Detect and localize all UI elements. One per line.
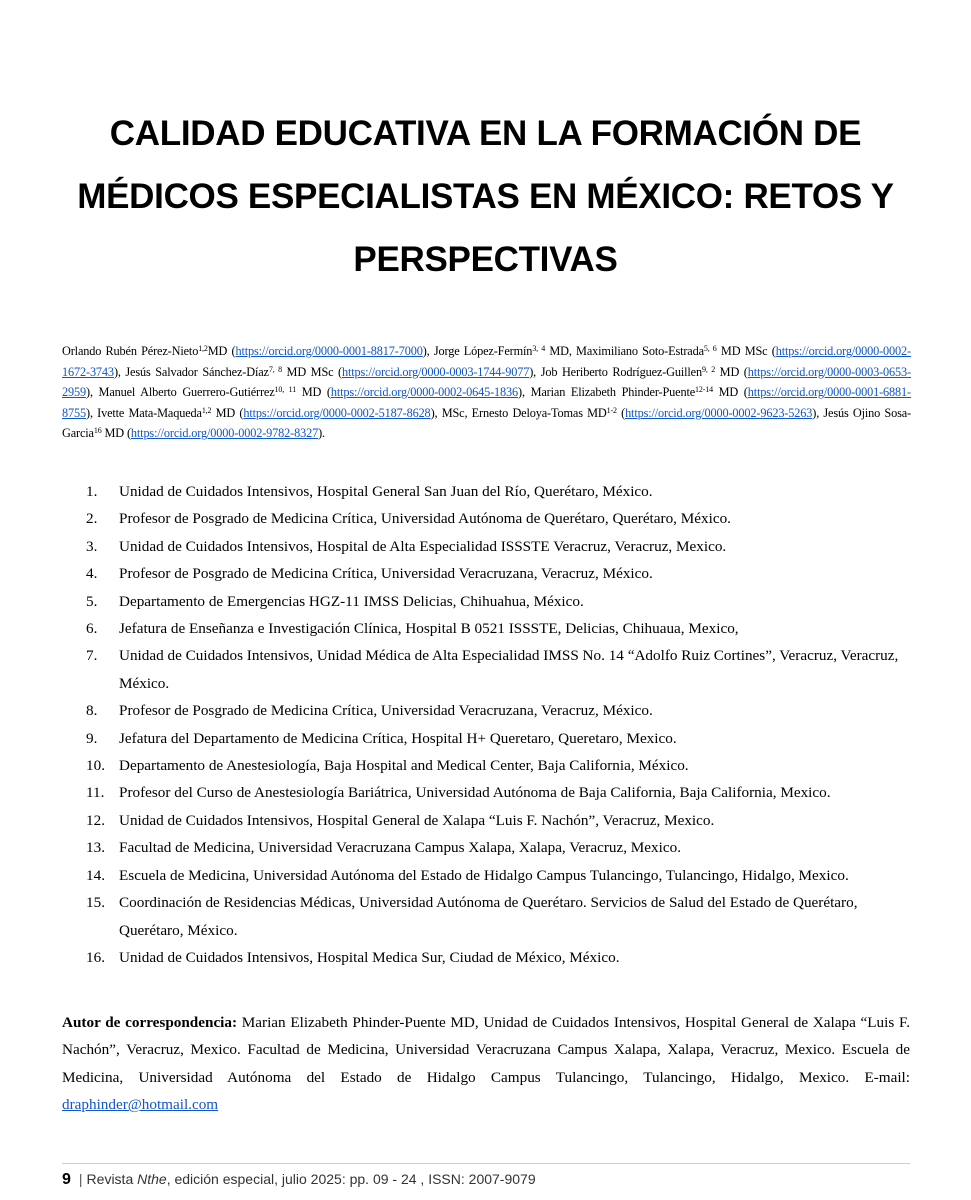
list-item: 7. Unidad de Cuidados Intensivos, Unidad Médica de Alta Especialidad IMSS No. 14 “Adolfo Ruiz Cortines”, Veracruz, Veracruz, México. [86,647,899,692]
correspondence-text: Marian Elizabeth Phinder-Puente MD, Unidad de Cuidados Intensivos, Hospital General de Xalapa “Luis F. Nachón”, Veracruz, Mexico. Facultad de Medicina, Universidad Veracruzana Campus Xalapa, Xalapa, Veracruz, Mexico. Escuela de Medicina, Universidad Autónoma del Estado de Hidalgo Campus Tulancingo, Tulancingo, Hidalgo, Mexico. E-mail: [62,1014,910,1086]
footer-divider [62,1163,910,1164]
list-item: 1. Unidad de Cuidados Intensivos, Hospital General San Juan del Río, Querétaro, México. [86,483,653,500]
author: Jesús Ojino Sosa-Garcia$^{16}$ MD (https://orcid.org/0000-0002-9782-8327). [62,405,911,441]
footer-citation: , edición especial, julio 2025: pp. 09 - 24 , ISSN: 2007-9079 [166,1171,536,1187]
page-number: 9 [62,1171,71,1188]
list-item: 6. Jefatura de Enseñanza e Investigación Clínica, Hospital B 0521 ISSSTE, Delicias, Chihuaua, Mexico, [86,620,739,638]
orcid-link[interactable]: https://orcid.org/0000-0003-0653-2959 [62,364,911,400]
title-line-3: PERSPECTIVAS [353,240,618,279]
author: Ivette Mata-Maqueda$^{1,2}$ MD (https://orcid.org/0000-0002-5187-8628), MSc, [97,405,468,420]
title-line-1: CALIDAD EDUCATIVA EN LA FORMACIÓN DE [109,114,862,153]
correspondence-block [62,1009,910,1119]
footer-separator: | [78,1171,83,1187]
author: Jesús Salvador Sánchez-Díaz$^{7, 8}$ MD MSc (https://orcid.org/0000-0003-1744-9077), [125,364,537,379]
author: Marian Elizabeth Phinder-Puente$^{12-14}$ MD (https://orcid.org/0000-0001-6881-8755), [62,385,911,420]
affiliation-list [86,478,912,971]
author: Maximiliano Soto-Estrada$^{5, 6}$ MD MSc (https://orcid.org/0000-0002-1672-3743), [62,344,911,379]
orcid-link[interactable]: https://orcid.org/0000-0002-9782-8327 [130,426,319,441]
correspondence-label: Autor de correspondencia: [62,1014,238,1031]
list-item: 3. Unidad de Cuidados Intensivos, Hospital de Alta Especialidad ISSSTE Veracruz, Veracruz, Mexico. [86,537,727,555]
list-item: 4. Profesor de Posgrado de Medicina Crítica, Universidad Veracruzana, Veracruz, México. [86,565,653,583]
orcid-link[interactable]: https://orcid.org/0000-0002-5187-8628 [243,405,431,420]
author: Job Heriberto Rodríguez-Guillen$^{9, 2}$ MD (https://orcid.org/0000-0003-0653-2959), [62,364,911,400]
page-footer [62,1169,910,1190]
author: Orlando Rubén Pérez-Nieto$^{1,2}$MD (https://orcid.org/0000-0001-8817-7000), [62,344,430,358]
orcid-link[interactable]: https://orcid.org/0000-0002-9623-5263 [625,405,813,420]
list-item: 5. Departamento de Emergencias HGZ-11 IMSS Delicias, Chihuahua, México. [86,592,584,610]
list-item: 14. Escuela de Medicina, Universidad Autónoma del Estado de Hidalgo Campus Tulancingo, Tulancingo, Hidalgo, Mexico. [86,866,849,884]
list-item: 10. Departamento de Anestesiología, Baja Hospital and Medical Center, Baja California, México. [86,757,689,775]
paper-title [60,102,911,291]
list-item: 11. Profesor del Curso de Anestesiología Bariátrica, Universidad Autónoma de Baja California, Baja California, Mexico. [86,784,831,802]
list-item: 16. Unidad de Cuidados Intensivos, Hospital Medica Sur, Ciudad de México, México. [86,948,620,966]
orcid-link[interactable]: https://orcid.org/0000-0003-1744-9077 [342,364,530,379]
author: Ernesto Deloya-Tomas MD$^{1-2}$ (https://orcid.org/0000-0002-9623-5263), [471,405,820,420]
list-item: 2. Profesor de Posgrado de Medicina Crítica, Universidad Autónoma de Querétaro, Querétaro, México. [86,510,731,528]
list-item: 15. Coordinación de Residencias Médicas, Universidad Autónoma de Querétaro. Servicios de Salud del Estado de Querétaro, Querétaro, México. [86,894,858,939]
list-item: 9. Jefatura del Departamento de Medicina Crítica, Hospital H+ Queretaro, Queretaro, Mexico. [86,729,677,747]
list-item: 12. Unidad de Cuidados Intensivos, Hospital General de Xalapa “Luis F. Nachón”, Veracruz, Mexico. [86,811,715,829]
journal-prefix: Revista [86,1171,138,1187]
title-line-2: MÉDICOS ESPECIALISTAS EN MÉXICO: RETOS Y [77,177,894,216]
list-item: 13. Facultad de Medicina, Universidad Veracruzana Campus Xalapa, Xalapa, Veracruz, Mexico. [86,839,681,857]
journal-name: Nthe [137,1171,167,1187]
orcid-link[interactable]: https://orcid.org/0000-0002-1672-3743 [62,344,911,379]
email-link[interactable]: draphinder@hotmail.com [62,1096,219,1114]
orcid-link[interactable]: https://orcid.org/0000-0001-8817-7000 [235,344,423,358]
author: Manuel Alberto Guerrero-Gutiérrez$^{10, 11}$ MD (https://orcid.org/0000-0002-0645-1836), [98,385,525,400]
orcid-link[interactable]: https://orcid.org/0000-0001-6881-8755 [62,385,911,420]
author: Jorge López-Fermín$^{3, 4}$ MD, [433,344,572,358]
author-list [62,341,911,444]
orcid-link[interactable]: https://orcid.org/0000-0002-0645-1836 [330,385,519,400]
list-item: 8. Profesor de Posgrado de Medicina Crítica, Universidad Veracruzana, Veracruz, México. [86,702,653,720]
